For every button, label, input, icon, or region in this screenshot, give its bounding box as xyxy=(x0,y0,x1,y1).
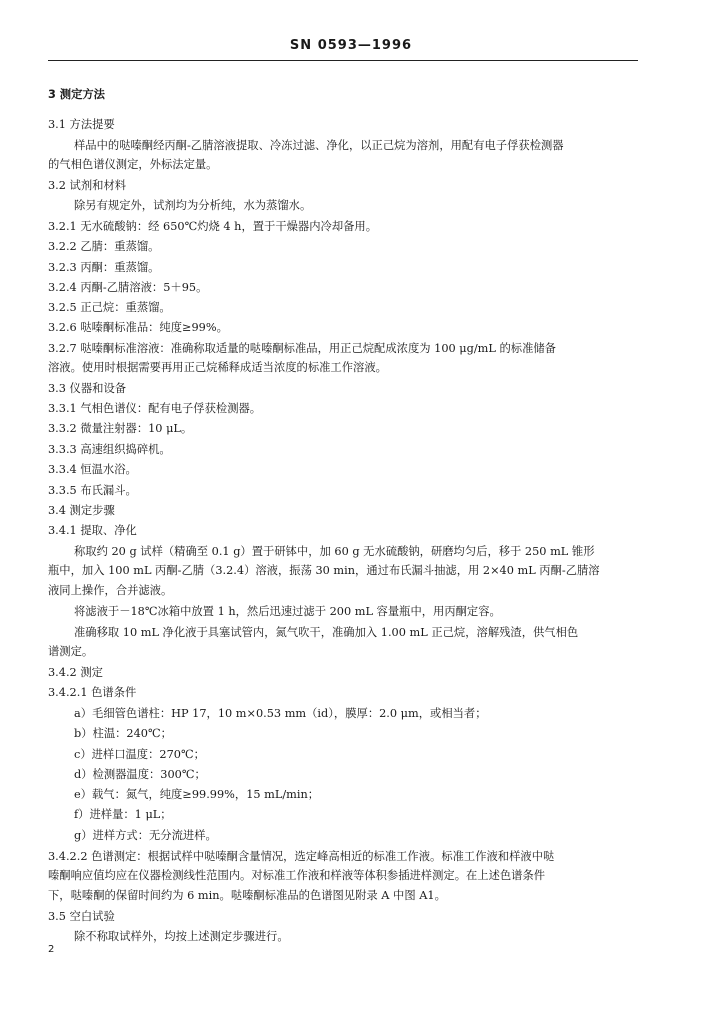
list-item: a）毛细管色谱柱：HP 17，10 m×0.53 mm（id），膜厚：2.0 μm，或相当者； xyxy=(74,707,487,720)
section-3-4-2-heading: 3.4.2 测定 xyxy=(48,666,103,679)
paragraph-line: 下，哒嗪酮的保留时间约为 6 min。哒嗪酮标准品的色谱图见附录 A 中图 A1。 xyxy=(48,889,446,902)
page-number: 2 xyxy=(48,944,55,955)
paragraph-line: 溶液。使用时根据需要再用正己烷稀释成适当浓度的标准工作溶液。 xyxy=(48,361,387,374)
list-item: 3.2.4 丙酮-乙腈溶液：5＋95。 xyxy=(48,281,208,294)
section-3-4-2-1-heading: 3.4.2.1 色谱条件 xyxy=(48,686,137,699)
section-3-heading: 3 测定方法 xyxy=(48,88,105,101)
section-3-4-2-2-line: 3.4.2.2 色谱测定：根据试样中哒嗪酮含量情况，选定峰高相近的标准工作液。标准工作液和样液中哒 xyxy=(48,850,555,863)
paragraph-line: 嗪酮响应值均应在仪器检测线性范围内。对标准工作液和样液等体积参插进样测定。在上述色谱条件 xyxy=(48,869,546,882)
list-item: 3.3.3 高速组织捣碎机。 xyxy=(48,443,171,456)
paragraph-line: 将滤液于－18℃冰箱中放置 1 h，然后迅速过滤于 200 mL 容量瓶中，用丙酮定容。 xyxy=(74,605,501,618)
paragraph-line: 除另有规定外，试剂均为分析纯，水为蒸馏水。 xyxy=(74,199,312,212)
list-item: 3.2.3 丙酮：重蒸馏。 xyxy=(48,261,160,274)
list-item: 3.2.6 哒嗪酮标准品：纯度≥99%。 xyxy=(48,321,228,334)
list-item: e）载气：氮气，纯度≥99.99%，15 mL/min； xyxy=(74,788,320,801)
section-3-5-heading: 3.5 空白试验 xyxy=(48,910,115,923)
list-item: f）进样量：1 μL； xyxy=(74,808,172,821)
paragraph-line: 的气相色谱仪测定，外标法定量。 xyxy=(48,158,218,171)
paragraph-line: 瓶中，加入 100 mL 丙酮-乙腈（3.2.4）溶液，振荡 30 min，通过布氏漏斗抽滤，用 2×40 mL 丙酮-乙腈溶 xyxy=(48,564,600,577)
standard-number-header: SN 0593—1996 xyxy=(289,38,413,53)
list-item: d）检测器温度：300℃； xyxy=(74,768,206,781)
list-item: 3.3.1 气相色谱仪：配有电子俘获检测器。 xyxy=(48,402,262,415)
list-item: 3.2.1 无水硫酸钠：经 650℃灼烧 4 h，置于干燥器内冷却备用。 xyxy=(48,220,378,233)
section-3-3-heading: 3.3 仪器和设备 xyxy=(48,382,127,395)
list-item: 3.3.5 布氏漏斗。 xyxy=(48,484,137,497)
paragraph-line: 谱测定。 xyxy=(48,645,94,658)
section-3-2-heading: 3.2 试剂和材料 xyxy=(48,179,127,192)
list-item: c）进样口温度：270℃； xyxy=(74,748,205,761)
list-item: b）柱温：240℃； xyxy=(74,727,172,740)
list-item: 3.2.5 正己烷：重蒸馏。 xyxy=(48,301,171,314)
list-item: 3.2.7 哒嗪酮标准溶液：准确称取适量的哒嗪酮标准品，用正己烷配成浓度为 100 μg/mL 的标准储备 xyxy=(48,342,556,355)
paragraph-line: 液同上操作，合并滤液。 xyxy=(48,584,173,597)
header-rule xyxy=(48,60,638,61)
paragraph-line: 除不称取试样外，均按上述测定步骤进行。 xyxy=(74,930,289,943)
list-item: g）进样方式：无分流进样。 xyxy=(74,829,217,842)
paragraph-line: 样品中的哒嗪酮经丙酮-乙腈溶液提取、冷冻过滤、净化，以正己烷为溶剂，用配有电子俘获检测器 xyxy=(74,139,564,152)
list-item: 3.3.2 微量注射器：10 μL。 xyxy=(48,422,193,435)
section-3-4-heading: 3.4 测定步骤 xyxy=(48,504,115,517)
section-3-4-1-heading: 3.4.1 提取、净化 xyxy=(48,524,137,537)
list-item: 3.2.2 乙腈：重蒸馏。 xyxy=(48,240,160,253)
paragraph-line: 准确移取 10 mL 净化液于具塞试管内，氮气吹干，准确加入 1.00 mL 正己烷，溶解残渣，供气相色 xyxy=(74,626,579,639)
list-item: 3.3.4 恒温水浴。 xyxy=(48,463,137,476)
section-3-1-heading: 3.1 方法提要 xyxy=(48,118,115,131)
paragraph-line: 称取约 20 g 试样（精确至 0.1 g）置于研钵中，加 60 g 无水硫酸钠，研磨均匀后，移于 250 mL 锥形 xyxy=(74,545,595,558)
